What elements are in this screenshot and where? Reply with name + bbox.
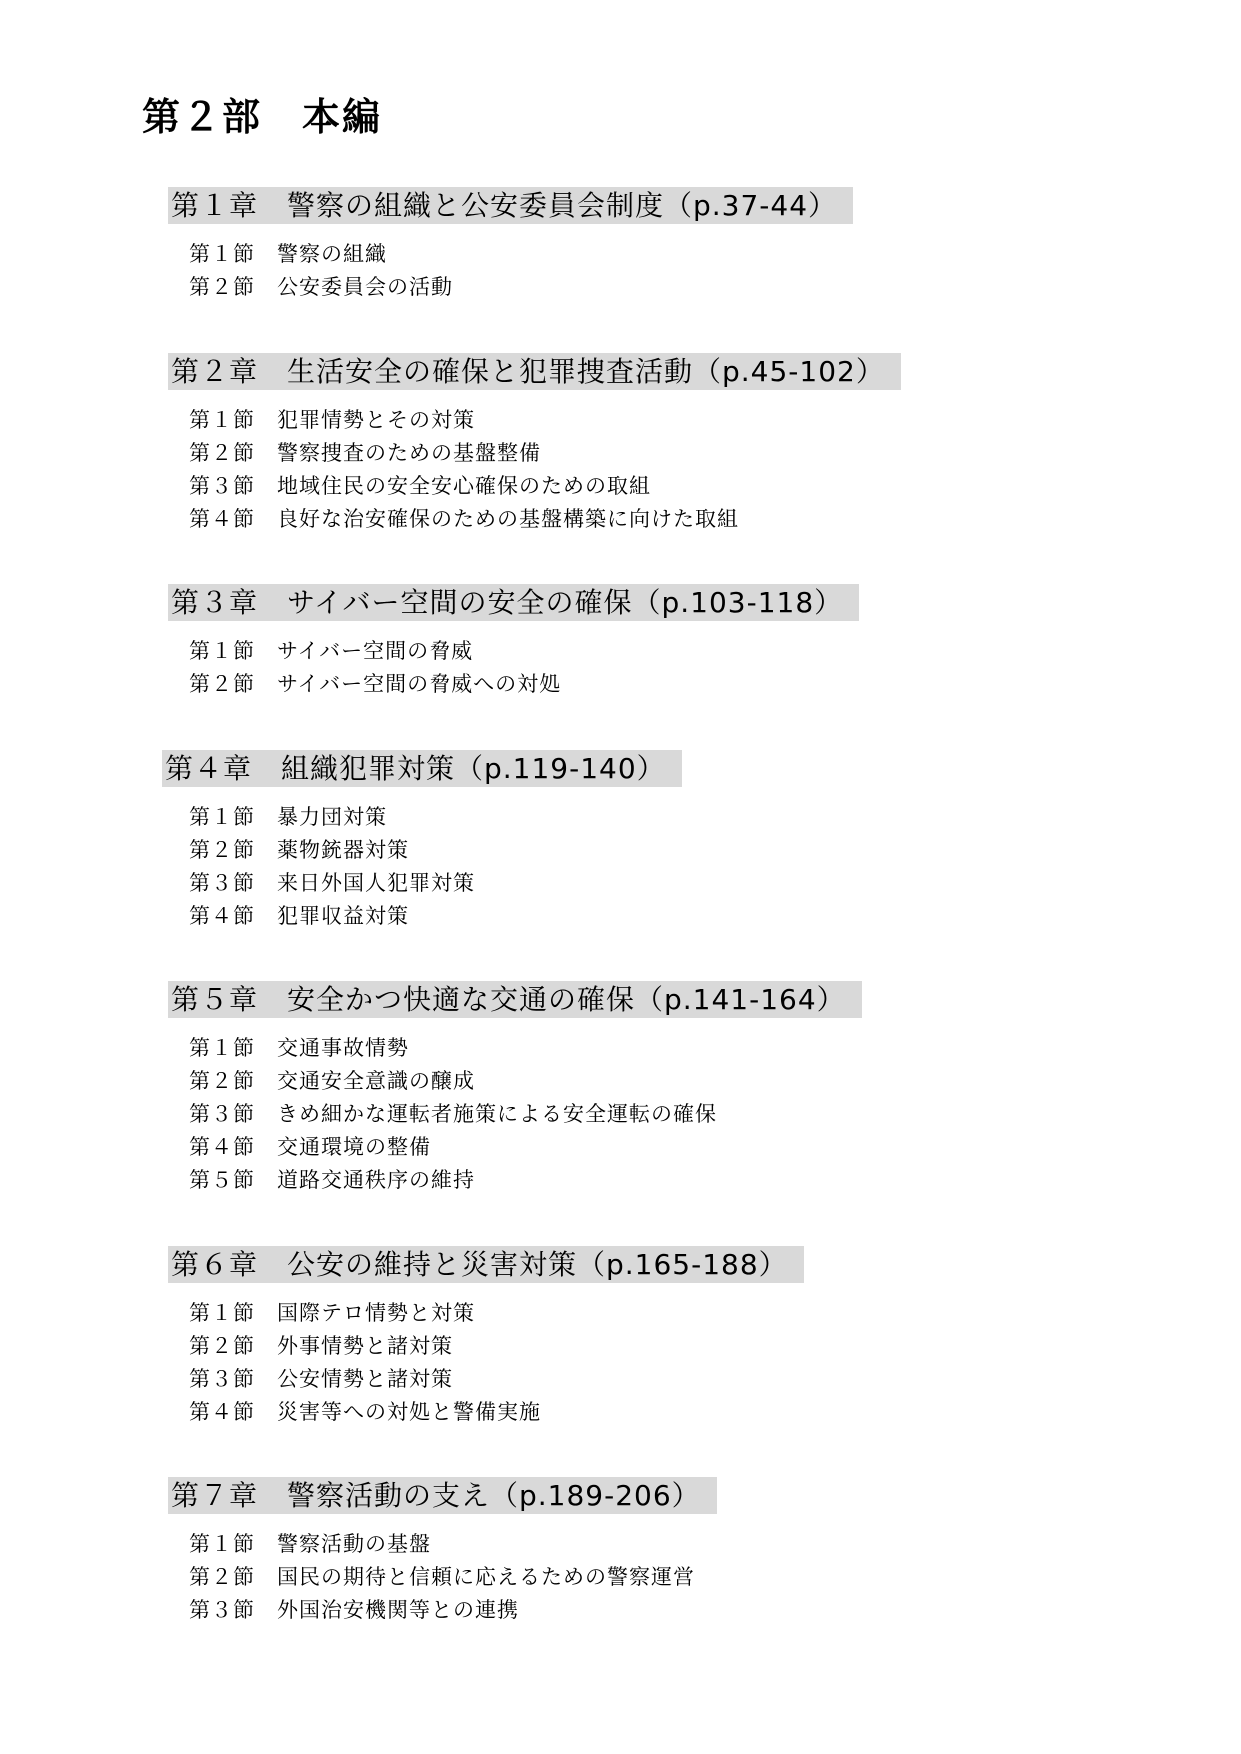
- section-item: 第２節 公安委員会の活動: [189, 275, 453, 299]
- section-item: 第１節 サイバー空間の脅威: [189, 639, 474, 663]
- chapter-6: [0, 1246, 1241, 1424]
- section-item: 第１節 警察活動の基盤: [189, 1532, 431, 1556]
- section-item: 第４節 災害等への対処と警備実施: [189, 1400, 541, 1424]
- part-title: 第２部 本編: [142, 95, 383, 139]
- section-item: 第５節 道路交通秩序の維持: [189, 1168, 475, 1192]
- chapter-2: [0, 353, 1241, 531]
- section-item: 第２節 サイバー空間の脅威への対処: [189, 672, 562, 696]
- chapter-3: [0, 584, 1241, 696]
- section-item: 第４節 良好な治安確保のための基盤構築に向けた取組: [189, 507, 739, 531]
- section-item: 第１節 国際テロ情勢と対策: [189, 1301, 475, 1325]
- section-list: [189, 635, 561, 701]
- section-item: 第２節 外事情勢と諸対策: [189, 1334, 453, 1358]
- chapter-7: [0, 1477, 1241, 1622]
- section-list: [189, 1528, 695, 1627]
- chapter-4: [0, 750, 1241, 928]
- chapter-heading: 第７章 警察活動の支え（p.189-206）: [168, 1477, 717, 1514]
- chapter-5: [0, 981, 1241, 1192]
- section-list: [189, 1297, 541, 1429]
- chapter-1: [0, 187, 1241, 299]
- section-item: 第４節 犯罪収益対策: [189, 904, 409, 928]
- chapter-heading: 第１章 警察の組織と公安委員会制度（p.37-44）: [168, 187, 853, 224]
- chapter-heading: 第６章 公安の維持と災害対策（p.165-188）: [168, 1246, 804, 1283]
- section-list: [189, 1032, 717, 1197]
- section-item: 第２節 国民の期待と信頼に応えるための警察運営: [189, 1565, 695, 1589]
- section-item: 第１節 暴力団対策: [189, 805, 387, 829]
- section-item: 第３節 外国治安機関等との連携: [189, 1598, 519, 1622]
- section-item: 第３節 地域住民の安全安心確保のための取組: [189, 474, 651, 498]
- section-item: 第３節 きめ細かな運転者施策による安全運転の確保: [189, 1102, 717, 1126]
- chapter-heading: 第４章 組織犯罪対策（p.119-140）: [162, 750, 682, 787]
- section-item: 第２節 警察捜査のための基盤整備: [189, 441, 541, 465]
- section-item: 第３節 公安情勢と諸対策: [189, 1367, 453, 1391]
- chapter-heading: 第３章 サイバー空間の安全の確保（p.103-118）: [168, 584, 859, 621]
- section-item: 第３節 来日外国人犯罪対策: [189, 871, 475, 895]
- section-item: 第４節 交通環境の整備: [189, 1135, 431, 1159]
- section-list: [189, 801, 475, 933]
- chapter-heading: 第２章 生活安全の確保と犯罪捜査活動（p.45-102）: [168, 353, 901, 390]
- section-item: 第１節 交通事故情勢: [189, 1036, 409, 1060]
- section-item: 第２節 交通安全意識の醸成: [189, 1069, 475, 1093]
- section-list: [189, 238, 453, 304]
- chapter-heading: 第５章 安全かつ快適な交通の確保（p.141-164）: [168, 981, 862, 1018]
- section-item: 第２節 薬物銃器対策: [189, 838, 409, 862]
- section-list: [189, 404, 739, 536]
- section-item: 第１節 警察の組織: [189, 242, 387, 266]
- section-item: 第１節 犯罪情勢とその対策: [189, 408, 475, 432]
